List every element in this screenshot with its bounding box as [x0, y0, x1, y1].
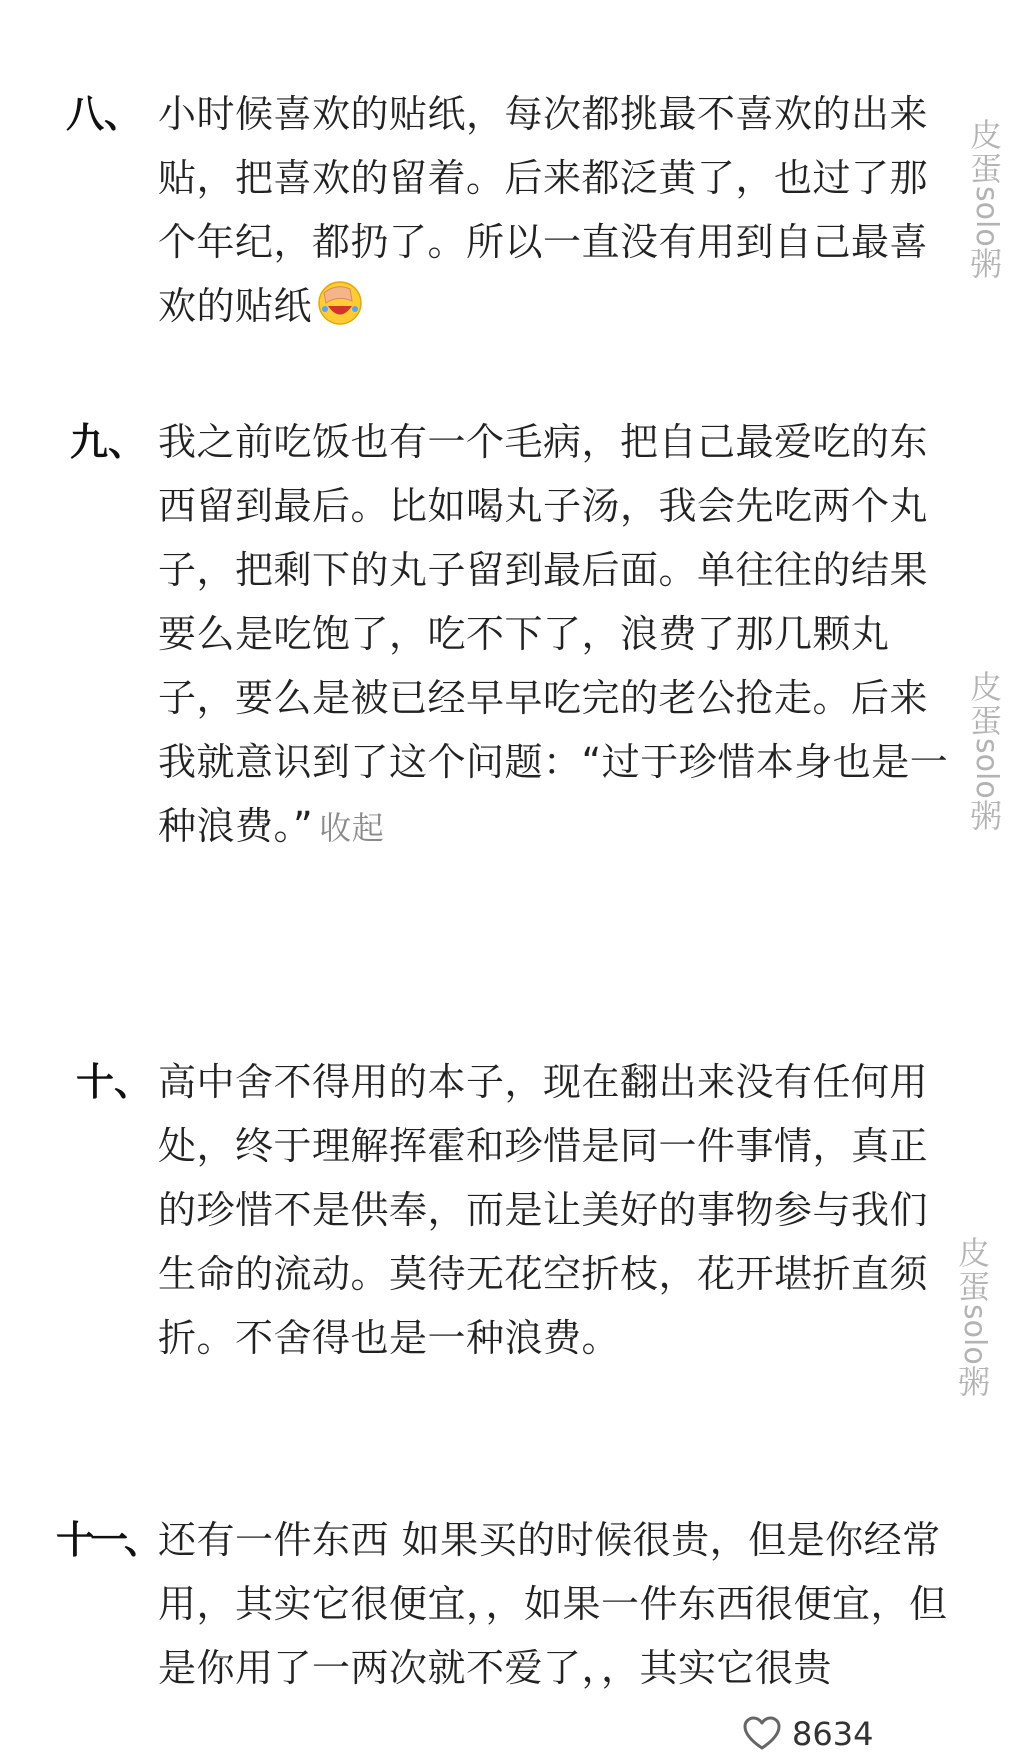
watermark-mid-2: solo — [969, 738, 1004, 799]
watermark-bottom: 粥 — [957, 1362, 990, 1401]
item-number: 九、 — [70, 420, 147, 464]
item-text-content: 小时候喜欢的贴纸，每次都挑最不喜欢的出来贴，把喜欢的留着。后来都泛黄了，也过了那个年纪，都扔了。所以一直没有用到自己最喜欢的贴纸 — [158, 92, 929, 328]
watermark-mid-1: 蛋 — [969, 150, 1002, 188]
watermark — [966, 118, 1006, 281]
item-text — [158, 410, 964, 860]
facepalm-laughing-emoji-icon — [316, 279, 364, 327]
item-text-content: 我之前吃饭也有一个毛病，把自己最爱吃的东西留到最后。比如喝丸子汤，我会先吃两个丸子，把剩下的丸子留到最后面。单往往的结果要么是吃饱了，吃不下了，浪费了那几颗丸子，要么是被已经早早吃完的老公抢走。后来我就意识到了这个问题：“过于珍惜本身也是一种浪费。” — [158, 420, 949, 848]
watermark-bottom: 粥 — [969, 796, 1002, 835]
watermark-top: 皮 — [969, 116, 1002, 154]
item-number: 八、 — [66, 92, 143, 136]
watermark-mid-2: solo — [969, 186, 1004, 247]
watermark-mid-1: 蛋 — [957, 1268, 990, 1306]
item-text: 还有一件东西 如果买的时候很贵，但是你经常用，其实它很便宜，，如果一件东西很便宜，但是你用了一两次就不爱了，，其实它很贵 — [158, 1518, 948, 1690]
like-button[interactable] — [742, 1712, 873, 1756]
item-number: 十一、 — [56, 1518, 159, 1562]
watermark-top: 皮 — [969, 668, 1002, 706]
item-text — [158, 82, 964, 338]
watermark-mid-2: solo — [957, 1304, 992, 1365]
heart-outline-icon — [742, 1714, 782, 1754]
watermark — [954, 1236, 994, 1399]
item-number: 十、 — [76, 1060, 153, 1104]
watermark-bottom: 粥 — [969, 244, 1002, 283]
item-text: 高中舍不得用的本子，现在翻出来没有任何用处，终于理解挥霍和珍惜是同一件事情，真正的珍惜不是供奉，而是让美好的事物参与我们生命的流动。莫待无花空折枝，花开堪折直须折。不舍得也是一种浪费。 — [158, 1060, 929, 1360]
watermark — [966, 670, 1006, 833]
watermark-mid-1: 蛋 — [969, 702, 1002, 740]
like-count: 8634 — [792, 1715, 874, 1753]
collapse-link[interactable]: 收起 — [319, 809, 385, 847]
watermark-top: 皮 — [957, 1234, 990, 1272]
